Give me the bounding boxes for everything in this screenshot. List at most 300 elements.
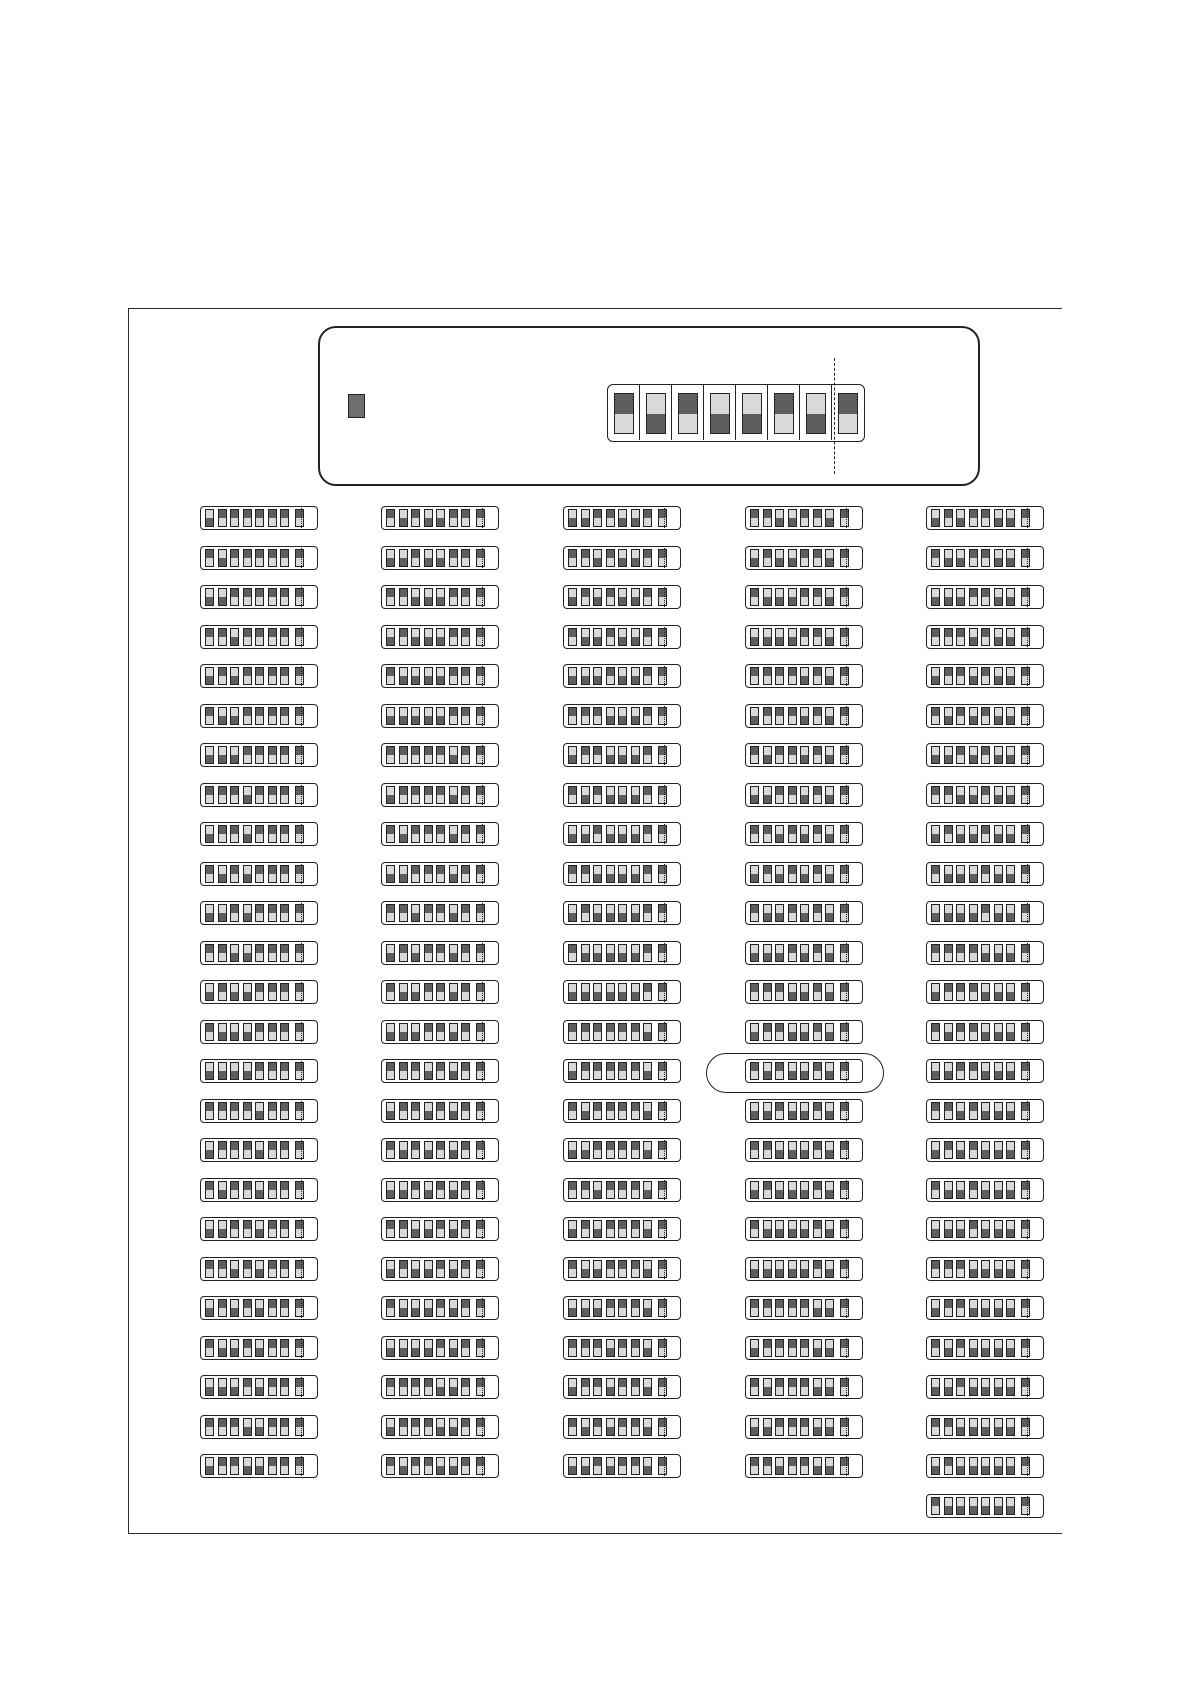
- dip-switch-divider: [482, 1219, 483, 1239]
- dip-lever-1: [568, 588, 577, 606]
- dip-switch-divider: [482, 1456, 483, 1476]
- lever-down-marker: [244, 834, 251, 842]
- dip-switch-divider: [301, 1101, 302, 1121]
- dip-lever-7: [825, 1102, 834, 1120]
- dip-switch-setting: [381, 743, 499, 767]
- dip-switch-setting: [745, 1336, 863, 1360]
- lever-up-marker: [957, 1261, 964, 1269]
- dip-lever-6: [268, 707, 277, 725]
- lever-up-marker: [582, 708, 589, 716]
- lever-down-marker: [982, 1387, 989, 1395]
- dip-lever-4: [969, 944, 978, 962]
- dip-lever-8: [1021, 1181, 1030, 1199]
- lever-down-marker: [751, 716, 758, 724]
- dip-lever-8: [295, 746, 304, 764]
- dip-lever-1: [931, 1260, 940, 1278]
- dip-lever-4: [969, 509, 978, 527]
- lever-up-marker: [632, 1419, 639, 1427]
- dip-lever-6: [994, 1260, 1003, 1278]
- dip-lever-7: [643, 1457, 652, 1475]
- lever-down-marker: [437, 558, 444, 566]
- dip-lever-7: [280, 588, 289, 606]
- dip-switch-setting: [200, 1454, 318, 1478]
- lever-down-marker: [412, 676, 419, 684]
- dip-switch-divider: [301, 1377, 302, 1397]
- lever-down-marker: [995, 637, 1002, 645]
- dip-lever-1: [931, 1418, 940, 1436]
- dip-lever-4: [424, 1378, 433, 1396]
- dip-switch-divider: [1027, 1338, 1028, 1358]
- dip-lever-6: [994, 707, 1003, 725]
- dip-lever-1: [205, 825, 214, 843]
- lever-down-marker: [982, 1269, 989, 1277]
- dip-lever-6: [813, 1299, 822, 1317]
- lever-up-marker: [387, 826, 394, 834]
- lever-up-marker: [569, 866, 576, 874]
- dip-lever-6: [994, 1102, 1003, 1120]
- dip-switch-setting: [745, 625, 863, 649]
- lever-down-marker: [582, 637, 589, 645]
- lever-down-marker: [995, 597, 1002, 605]
- lever-up-marker: [437, 945, 444, 953]
- example-switch-lever-2: [646, 393, 666, 434]
- lever-up-marker: [932, 1261, 939, 1269]
- lever-down-marker: [826, 518, 833, 526]
- lever-down-marker: [437, 676, 444, 684]
- dip-lever-5: [618, 944, 627, 962]
- lever-down-marker: [932, 597, 939, 605]
- dip-switch-divider: [301, 982, 302, 1002]
- lever-down-marker: [619, 558, 626, 566]
- lever-down-marker: [957, 558, 964, 566]
- dip-switch-divider: [846, 1298, 847, 1318]
- dip-lever-5: [436, 786, 445, 804]
- dip-lever-2: [581, 549, 590, 567]
- dip-lever-3: [230, 1220, 239, 1238]
- dip-lever-2: [581, 1260, 590, 1278]
- dip-switch-setting: [200, 585, 318, 609]
- dip-lever-3: [775, 667, 784, 685]
- dip-lever-6: [449, 1023, 458, 1041]
- dip-lever-7: [280, 904, 289, 922]
- dip-lever-3: [775, 1260, 784, 1278]
- lever-down-marker: [826, 1269, 833, 1277]
- lever-down-marker: [970, 1506, 977, 1514]
- lever-down-marker: [995, 1308, 1002, 1316]
- dip-lever-8: [658, 1220, 667, 1238]
- dip-lever-1: [568, 944, 577, 962]
- lever-up-marker: [462, 1142, 469, 1150]
- dip-lever-5: [618, 1378, 627, 1396]
- dip-switch-divider: [482, 1101, 483, 1121]
- dip-lever-1: [205, 1418, 214, 1436]
- dip-lever-6: [268, 944, 277, 962]
- dip-lever-3: [775, 707, 784, 725]
- dip-lever-7: [825, 509, 834, 527]
- lever-up-marker: [387, 1221, 394, 1229]
- dip-lever-4: [424, 549, 433, 567]
- dip-lever-8: [840, 865, 849, 883]
- example-switch-position-7: [800, 385, 832, 440]
- lever-up-marker: [412, 1142, 419, 1150]
- lever-up-marker: [932, 1498, 939, 1506]
- lever-up-marker: [256, 1063, 263, 1071]
- dip-switch-divider: [301, 666, 302, 686]
- dip-lever-1: [568, 1102, 577, 1120]
- lever-up-marker: [244, 668, 251, 676]
- lever-up-marker: [244, 1142, 251, 1150]
- lever-up-marker: [594, 1142, 601, 1150]
- dip-lever-3: [775, 904, 784, 922]
- dip-lever-6: [268, 746, 277, 764]
- lever-down-marker: [644, 1308, 651, 1316]
- dip-lever-8: [1021, 549, 1030, 567]
- dip-lever-2: [218, 628, 227, 646]
- lever-down-marker: [425, 1071, 432, 1079]
- lever-down-marker: [425, 1190, 432, 1198]
- dip-lever-5: [255, 1378, 264, 1396]
- dip-lever-1: [386, 1062, 395, 1080]
- lever-up-marker: [789, 1419, 796, 1427]
- dip-lever-1: [386, 1102, 395, 1120]
- lever-up-marker: [607, 1300, 614, 1308]
- dip-lever-5: [436, 549, 445, 567]
- lever-up-marker: [776, 984, 783, 992]
- lever-down-marker: [1007, 795, 1014, 803]
- lever-up-marker: [206, 945, 213, 953]
- lever-up-marker: [582, 1063, 589, 1071]
- dip-lever-5: [436, 904, 445, 922]
- dip-switch-setting: [926, 1296, 1044, 1320]
- dip-lever-8: [295, 1418, 304, 1436]
- lever-up-marker: [206, 866, 213, 874]
- dip-switch-divider: [846, 1259, 847, 1279]
- dip-lever-5: [436, 944, 445, 962]
- lever-down-marker: [982, 1190, 989, 1198]
- lever-down-marker: [751, 637, 758, 645]
- dip-switch-setting: [926, 1059, 1044, 1083]
- dip-lever-5: [255, 588, 264, 606]
- dip-switch-divider: [1027, 1259, 1028, 1279]
- dip-lever-1: [931, 1141, 940, 1159]
- dip-switch-divider: [846, 1180, 847, 1200]
- lever-up-marker: [437, 1182, 444, 1190]
- lever-up-marker: [594, 708, 601, 716]
- dip-lever-1: [386, 1457, 395, 1475]
- dip-lever-7: [461, 746, 470, 764]
- dip-lever-5: [436, 1062, 445, 1080]
- dip-lever-8: [1021, 1299, 1030, 1317]
- lever-down-marker: [826, 1071, 833, 1079]
- dip-lever-6: [449, 549, 458, 567]
- lever-up-marker: [814, 984, 821, 992]
- dip-lever-5: [255, 983, 264, 1001]
- dip-lever-7: [1006, 1497, 1015, 1515]
- dip-lever-2: [581, 1299, 590, 1317]
- dip-switch-setting: [381, 783, 499, 807]
- lever-up-marker: [269, 826, 276, 834]
- dip-lever-1: [568, 1062, 577, 1080]
- lever-up-marker: [569, 629, 576, 637]
- dip-lever-4: [606, 509, 615, 527]
- lever-up-marker: [932, 787, 939, 795]
- dip-lever-1: [750, 1457, 759, 1475]
- dip-lever-7: [643, 1339, 652, 1357]
- dip-lever-4: [606, 1418, 615, 1436]
- lever-down-marker: [450, 834, 457, 842]
- dip-lever-7: [461, 1418, 470, 1436]
- dip-lever-8: [840, 825, 849, 843]
- lever-up-marker: [281, 787, 288, 795]
- dip-lever-8: [1021, 588, 1030, 606]
- lever-down-marker: [400, 558, 407, 566]
- dip-lever-3: [956, 786, 965, 804]
- dip-lever-7: [280, 865, 289, 883]
- lever-up-marker: [764, 1142, 771, 1150]
- dip-switch-setting: [381, 862, 499, 886]
- lever-down-marker: [231, 1071, 238, 1079]
- dip-switch-setting: [745, 1059, 863, 1083]
- lever-up-marker: [789, 1300, 796, 1308]
- dip-lever-7: [643, 746, 652, 764]
- lever-up-marker: [814, 945, 821, 953]
- lever-up-marker: [244, 708, 251, 716]
- dip-lever-7: [280, 509, 289, 527]
- lever-up-marker: [615, 394, 633, 414]
- dip-lever-8: [1021, 1102, 1030, 1120]
- dip-switch-setting: [926, 1178, 1044, 1202]
- dip-switch-divider: [846, 903, 847, 923]
- lever-down-marker: [450, 953, 457, 961]
- dip-lever-1: [931, 707, 940, 725]
- dip-switch-divider: [482, 548, 483, 568]
- lever-up-marker: [219, 984, 226, 992]
- lever-down-marker: [995, 1466, 1002, 1474]
- dip-lever-5: [800, 1102, 809, 1120]
- lever-up-marker: [206, 1261, 213, 1269]
- lever-up-marker: [269, 905, 276, 913]
- lever-up-marker: [582, 589, 589, 597]
- dip-lever-3: [411, 944, 420, 962]
- lever-down-marker: [607, 913, 614, 921]
- lever-down-marker: [789, 1111, 796, 1119]
- dip-lever-4: [424, 707, 433, 725]
- lever-up-marker: [801, 1458, 808, 1466]
- lever-down-marker: [995, 913, 1002, 921]
- dip-lever-7: [1006, 825, 1015, 843]
- dip-switch-divider: [482, 824, 483, 844]
- dip-switch-divider: [846, 864, 847, 884]
- dip-lever-8: [658, 707, 667, 725]
- dip-lever-2: [581, 667, 590, 685]
- lever-up-marker: [764, 826, 771, 834]
- lever-down-marker: [412, 597, 419, 605]
- dip-lever-5: [436, 1141, 445, 1159]
- dip-switch-setting: [926, 664, 1044, 688]
- lever-up-marker: [400, 1221, 407, 1229]
- dip-switch-divider: [1027, 1140, 1028, 1160]
- dip-lever-2: [763, 1299, 772, 1317]
- lever-up-marker: [412, 787, 419, 795]
- lever-up-marker: [619, 1458, 626, 1466]
- lever-down-marker: [594, 597, 601, 605]
- lever-down-marker: [764, 913, 771, 921]
- lever-up-marker: [632, 1182, 639, 1190]
- lever-down-marker: [826, 1150, 833, 1158]
- dip-lever-1: [568, 1418, 577, 1436]
- lever-down-marker: [932, 1229, 939, 1237]
- lever-down-marker: [945, 1348, 952, 1356]
- dip-lever-1: [931, 865, 940, 883]
- dip-lever-5: [981, 1023, 990, 1041]
- lever-up-marker: [751, 1221, 758, 1229]
- dip-switch-setting: [381, 1296, 499, 1320]
- dip-lever-7: [825, 983, 834, 1001]
- lever-up-marker: [982, 629, 989, 637]
- dip-lever-1: [205, 1062, 214, 1080]
- dip-lever-2: [763, 983, 772, 1001]
- dip-lever-6: [813, 944, 822, 962]
- lever-up-marker: [594, 1379, 601, 1387]
- lever-up-marker: [982, 708, 989, 716]
- lever-down-marker: [789, 1032, 796, 1040]
- dip-lever-7: [1006, 1457, 1015, 1475]
- lever-up-marker: [607, 589, 614, 597]
- dip-lever-5: [800, 944, 809, 962]
- dip-lever-6: [268, 588, 277, 606]
- dip-lever-7: [1006, 746, 1015, 764]
- dip-lever-4: [424, 865, 433, 883]
- dip-lever-7: [1006, 1181, 1015, 1199]
- dip-lever-3: [230, 1181, 239, 1199]
- dip-lever-8: [658, 944, 667, 962]
- lever-up-marker: [619, 1221, 626, 1229]
- lever-up-marker: [632, 1063, 639, 1071]
- lever-up-marker: [269, 1261, 276, 1269]
- lever-down-marker: [1007, 874, 1014, 882]
- dip-lever-4: [606, 983, 615, 1001]
- dip-lever-7: [280, 707, 289, 725]
- dip-lever-8: [295, 667, 304, 685]
- dip-lever-6: [813, 1260, 822, 1278]
- lever-down-marker: [1007, 1229, 1014, 1237]
- dip-switch-divider: [1027, 1219, 1028, 1239]
- lever-up-marker: [619, 1024, 626, 1032]
- lever-up-marker: [269, 668, 276, 676]
- lever-down-marker: [400, 1032, 407, 1040]
- lever-down-marker: [607, 1387, 614, 1395]
- lever-up-marker: [412, 1419, 419, 1427]
- lever-down-marker: [619, 874, 626, 882]
- dip-lever-2: [399, 865, 408, 883]
- dip-lever-2: [218, 667, 227, 685]
- dip-lever-4: [424, 1062, 433, 1080]
- dip-lever-6: [994, 983, 1003, 1001]
- dip-lever-4: [788, 786, 797, 804]
- lever-up-marker: [814, 1063, 821, 1071]
- lever-down-marker: [932, 1150, 939, 1158]
- lever-up-marker: [462, 1261, 469, 1269]
- lever-down-marker: [932, 1071, 939, 1079]
- dip-lever-8: [476, 1220, 485, 1238]
- dip-lever-2: [581, 1062, 590, 1080]
- lever-up-marker: [462, 787, 469, 795]
- dip-switch-setting: [926, 1494, 1044, 1518]
- lever-up-marker: [462, 866, 469, 874]
- dip-lever-4: [424, 1418, 433, 1436]
- dip-switch-divider: [846, 1101, 847, 1121]
- dip-lever-4: [969, 825, 978, 843]
- dip-lever-3: [411, 1102, 420, 1120]
- lever-up-marker: [269, 550, 276, 558]
- lever-down-marker: [764, 597, 771, 605]
- dip-lever-3: [411, 707, 420, 725]
- lever-down-marker: [764, 637, 771, 645]
- dip-lever-7: [643, 1181, 652, 1199]
- dip-lever-2: [763, 825, 772, 843]
- lever-up-marker: [644, 787, 651, 795]
- lever-up-marker: [281, 984, 288, 992]
- dip-lever-1: [750, 1181, 759, 1199]
- lever-down-marker: [957, 1150, 964, 1158]
- example-switch-lever-6: [774, 393, 794, 434]
- dip-lever-8: [658, 509, 667, 527]
- lever-up-marker: [982, 826, 989, 834]
- dip-lever-6: [449, 865, 458, 883]
- dip-lever-4: [969, 1339, 978, 1357]
- lever-down-marker: [569, 1071, 576, 1079]
- lever-up-marker: [982, 668, 989, 676]
- lever-up-marker: [462, 1340, 469, 1348]
- dip-lever-3: [411, 1141, 420, 1159]
- dip-lever-2: [581, 1378, 590, 1396]
- lever-up-marker: [619, 1340, 626, 1348]
- dip-lever-6: [994, 1023, 1003, 1041]
- lever-down-marker: [582, 795, 589, 803]
- dip-lever-1: [386, 667, 395, 685]
- lever-up-marker: [594, 1419, 601, 1427]
- lever-up-marker: [932, 1182, 939, 1190]
- dip-lever-2: [399, 904, 408, 922]
- lever-up-marker: [269, 984, 276, 992]
- lever-up-marker: [412, 1103, 419, 1111]
- lever-up-marker: [982, 510, 989, 518]
- dip-lever-8: [295, 904, 304, 922]
- dip-lever-6: [813, 628, 822, 646]
- dip-switch-setting: [563, 1099, 681, 1123]
- dip-lever-4: [424, 1141, 433, 1159]
- dip-lever-8: [658, 904, 667, 922]
- dip-lever-3: [593, 1141, 602, 1159]
- lever-up-marker: [281, 1300, 288, 1308]
- lever-up-marker: [269, 1458, 276, 1466]
- lever-up-marker: [244, 550, 251, 558]
- dip-lever-3: [230, 1062, 239, 1080]
- dip-lever-2: [763, 588, 772, 606]
- dip-switch-setting: [200, 901, 318, 925]
- lever-down-marker: [412, 913, 419, 921]
- dip-switch-divider: [846, 785, 847, 805]
- dip-lever-4: [606, 1260, 615, 1278]
- dip-switch-divider: [1027, 785, 1028, 805]
- dip-lever-4: [243, 1418, 252, 1436]
- lever-up-marker: [425, 787, 432, 795]
- dip-lever-2: [763, 1220, 772, 1238]
- dip-lever-7: [461, 1339, 470, 1357]
- lever-down-marker: [387, 1269, 394, 1277]
- lever-up-marker: [400, 1063, 407, 1071]
- dip-lever-4: [606, 825, 615, 843]
